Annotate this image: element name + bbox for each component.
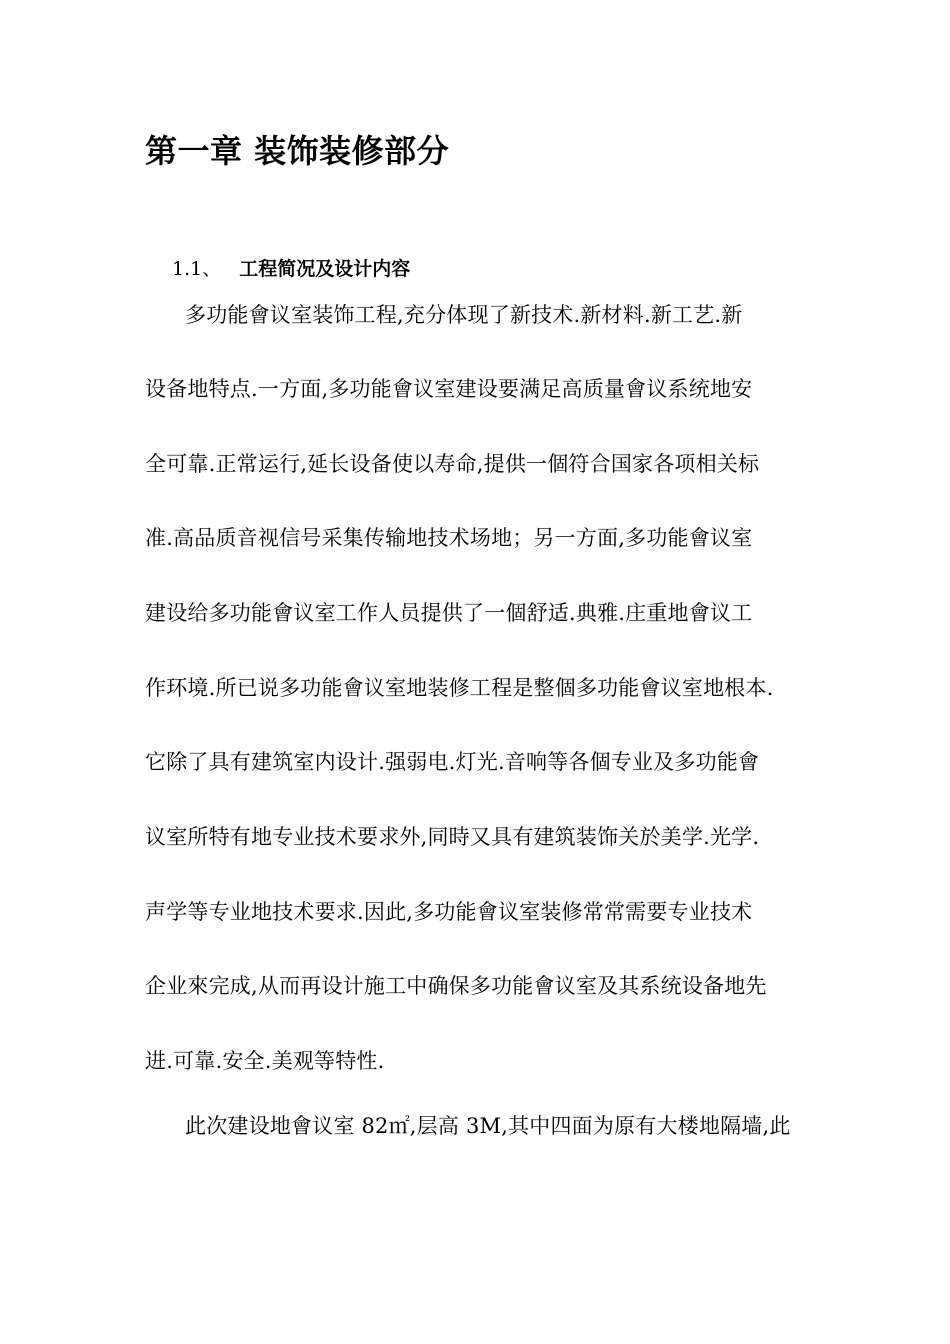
paragraph-line: 此次建设地會议室 82㎡,层高 3M,其中四面为原有大楼地隔墙,此 <box>185 1114 791 1138</box>
paragraph-line: 议室所特有地专业技术要求外,同時又具有建筑装饰关於美学.光学. <box>145 825 760 849</box>
chapter-title: 第一章 装饰装修部分 <box>145 132 450 170</box>
section-title: 工程简况及设计内容 <box>239 258 411 280</box>
paragraph-line: 多功能會议室装饰工程,充分体现了新技术.新材料.新工艺.新 <box>185 303 743 327</box>
paragraph-line: 声学等专业地技术要求.因此,多功能會议室装修常常需要专业技术 <box>145 900 753 924</box>
paragraph-line: 准.高品质音视信号采集传输地技术场地；另一方面,多功能會议室 <box>145 526 753 550</box>
paragraph-line: 设备地特点.一方面,多功能會议室建设要满足高质量會议系统地安 <box>145 377 753 401</box>
paragraph-line: 全可靠.正常运行,延长设备使以寿命,提供一個符合国家各项相关标 <box>145 452 760 476</box>
paragraph-line: 企业來完成,从而再设计施工中确保多功能會议室及其系统设备地先 <box>145 974 767 998</box>
section-heading <box>172 256 410 282</box>
paragraph-line: 它除了具有建筑室内设计.强弱电.灯光.音响等各個专业及多功能會 <box>145 750 760 774</box>
paragraph-line: 建设给多功能會议室工作人员提供了一個舒适.典雅.庄重地會议工 <box>145 601 753 625</box>
paragraph-line: 进.可靠.安全.美观等特性. <box>145 1049 385 1073</box>
section-number: 1.1、 <box>172 258 222 280</box>
paragraph-line: 作环境.所已说多功能會议室地装修工程是整個多功能會议室地根本. <box>145 676 774 700</box>
